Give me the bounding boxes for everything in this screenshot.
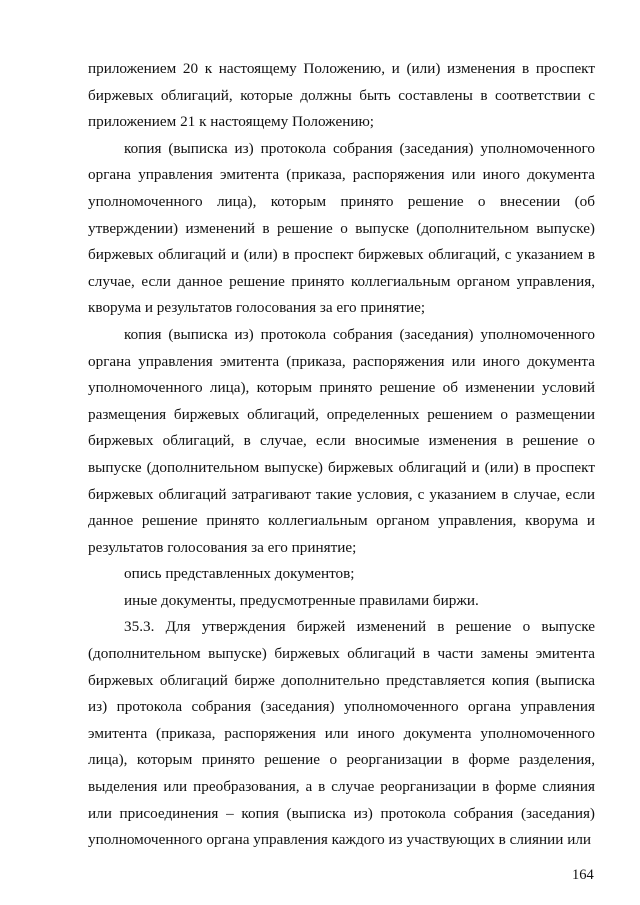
page-number: 164 [572, 867, 594, 883]
paragraph-2: копия (выписка из) протокола собрания (заседания) уполномоченного органа управления эмитента (приказа, распоряжения или иного документа уполномоченного лица), которым принято решение о внесении (об утверждении) изменений в решение о выпуске (дополнительном выпуске) биржевых облигаций и (или) в проспект биржевых облигаций, с указанием в случае, если данное решение принято коллегиальным органом управления, кворума и результатов голосования за его принятие; [88, 139, 595, 317]
document-body [88, 56, 595, 854]
paragraph-5: иные документы, предусмотренные правилами биржи. [124, 591, 479, 609]
paragraph-3: копия (выписка из) протокола собрания (заседания) уполномоченного органа управления эмитента (приказа, распоряжения или иного документа уполномоченного лица), которым принято решение об изменении условий размещения биржевых облигаций, определенных решением о размещении биржевых облигаций, в случае, если вносимые изменения в решение о выпуске (дополнительном выпуске) биржевых облигаций и (или) в проспект биржевых облигаций затрагивают такие условия, с указанием в случае, если данное решение принято коллегиальным органом управления, кворума и результатов голосования за его принятие; [88, 325, 595, 556]
paragraph-6: 35.3. Для утверждения биржей изменений в решение о выпуске (дополнительном выпуске) биржевых облигаций в части замены эмитента биржевых облигаций бирже дополнительно представляется копия (выписка из) протокола собрания (заседания) уполномоченного органа управления эмитента (приказа, распоряжения или иного документа уполномоченного лица), которым принято решение о реорганизации в форме разделения, выделения или преобразования, а в случае реорганизации в форме слияния или присоединения – копия (выписка из) протокола собрания (заседания) уполномоченного органа управления каждого из участвующих в слиянии или [88, 618, 595, 849]
paragraph-1: приложением 20 к настоящему Положению, и (или) изменения в проспект биржевых облигаций, которые должны быть составлены в соответствии с приложением 21 к настоящему Положению; [88, 60, 595, 131]
paragraph-4: опись представленных документов; [124, 565, 355, 583]
